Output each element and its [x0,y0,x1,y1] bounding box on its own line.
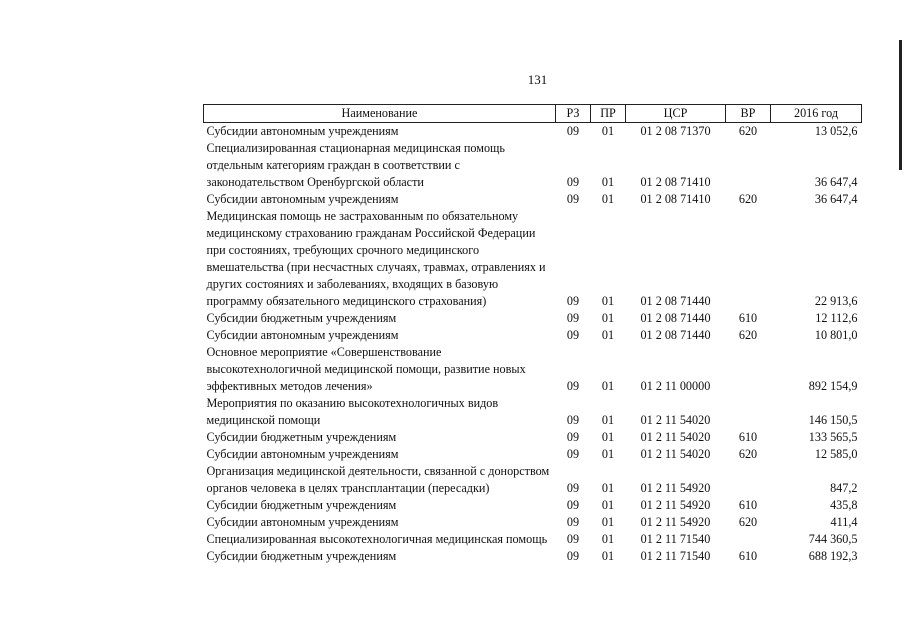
cell-rz: 09 [566,515,580,529]
cell-rz: 09 [566,413,580,427]
cell-sum: 435,8 [830,498,858,512]
cell-sum: 12 585,0 [814,447,858,461]
table-row [204,514,862,531]
cell-sum: 12 112,6 [815,311,858,325]
cell-rz: 09 [566,379,580,393]
table-row [204,344,862,395]
cell-rz: 09 [566,549,580,563]
cell-sum: 36 647,4 [814,175,858,189]
cell-rz: 09 [566,532,580,546]
cell-pr: 01 [601,124,615,138]
table-row [204,395,862,429]
header-pr: ПР [591,105,626,123]
table-row [204,463,862,497]
table-body [204,123,862,566]
cell-pr: 01 [601,294,615,308]
cell-vr: 610 [738,498,758,512]
table-row [204,429,862,446]
cell-rz: 09 [566,294,580,308]
cell-pr: 01 [601,175,615,189]
cell-csr: 01 2 11 54920 [640,498,711,512]
header-vr: ВР [726,105,771,123]
header-rz: РЗ [556,105,591,123]
page-number: 131 [527,72,548,87]
cell-rz: 09 [566,328,580,342]
cell-vr: 610 [738,549,758,563]
cell-vr: 610 [738,430,758,444]
cell-csr: 01 2 11 54020 [640,447,711,461]
cell-pr: 01 [601,549,615,563]
cell-sum: 688 192,3 [808,549,858,563]
cell-csr: 01 2 11 54020 [640,430,711,444]
cell-rz: 09 [566,192,580,206]
cell-csr: 01 2 08 71440 [640,328,711,342]
cell-vr [726,531,771,548]
cell-pr: 01 [601,481,615,495]
table-row [204,140,862,191]
cell-sum: 22 913,6 [814,294,858,308]
cell-pr: 01 [601,379,615,393]
cell-csr: 01 2 08 71440 [640,311,711,325]
table-row [204,497,862,514]
cell-vr: 610 [738,311,758,325]
cell-csr: 01 2 08 71410 [640,175,711,189]
cell-sum: 146 150,5 [808,413,858,427]
cell-name: Субсидии бюджетным учреждениям [206,430,397,444]
cell-name: Специализированная стационарная медицинская помощь отдельным категориям граждан в соответствии с законодательством Оренбургской области [206,141,505,189]
cell-csr: 01 2 11 54920 [640,481,711,495]
table-row [204,327,862,344]
cell-sum: 10 801,0 [814,328,858,342]
table-row [204,531,862,548]
cell-csr: 01 2 11 00000 [640,379,711,393]
cell-name: Субсидии бюджетным учреждениям [206,498,397,512]
cell-name: Субсидии автономным учреждениям [206,124,399,138]
cell-name: Мероприятия по оказанию высокотехнологичных видов медицинской помощи [206,396,499,427]
header-sum: 2016 год [771,105,862,123]
cell-sum: 892 154,9 [808,379,858,393]
header-name: Наименование [204,105,556,123]
cell-sum: 36 647,4 [814,192,858,206]
cell-csr: 01 2 11 54020 [640,413,711,427]
cell-csr: 01 2 11 71540 [640,549,711,563]
cell-pr: 01 [601,430,615,444]
cell-sum: 744 360,5 [808,532,858,546]
table-row [204,446,862,463]
cell-name: Организация медицинской деятельности, связанной с донорством органов человека в целях трансплантации (пересадки) [206,464,550,495]
budget-table [203,104,862,565]
cell-csr: 01 2 08 71370 [640,124,711,138]
table-row [204,123,862,141]
cell-rz: 09 [566,311,580,325]
cell-sum: 133 565,5 [808,430,858,444]
cell-pr: 01 [601,532,615,546]
cell-vr: 620 [738,447,758,461]
cell-rz: 09 [566,175,580,189]
cell-sum: 847,2 [830,481,858,495]
cell-rz: 09 [566,481,580,495]
cell-pr: 01 [601,498,615,512]
cell-vr: 620 [738,192,758,206]
cell-csr: 01 2 08 71440 [640,294,711,308]
table-header [204,105,862,123]
cell-name: Субсидии автономным учреждениям [206,515,399,529]
cell-name: Специализированная высокотехнологичная медицинская помощь [206,532,548,546]
cell-pr: 01 [601,311,615,325]
cell-rz: 09 [566,124,580,138]
table-row [204,310,862,327]
cell-pr: 01 [601,413,615,427]
table-row [204,208,862,310]
cell-csr: 01 2 11 71540 [640,532,711,546]
cell-name: Субсидии бюджетным учреждениям [206,311,397,325]
cell-rz: 09 [566,498,580,512]
cell-vr [726,395,771,429]
cell-vr [726,344,771,395]
cell-pr: 01 [601,328,615,342]
cell-csr: 01 2 11 54920 [640,515,711,529]
scan-edge-mark [899,40,902,170]
cell-name: Субсидии бюджетным учреждениям [206,549,397,563]
cell-vr: 620 [738,515,758,529]
cell-rz: 09 [566,430,580,444]
cell-pr: 01 [601,515,615,529]
cell-name: Медицинская помощь не застрахованным по обязательному медицинскому страхованию гражданам Российской Федерации при состояниях, требующих срочного медицинского вмешательства (при несчастных случаях, травмах, отравлениях и других состояниях и заболеваниях, входящих в базовую программу обязательного медицинского страхования) [206,209,546,308]
table-row [204,548,862,565]
cell-vr [726,208,771,310]
table-row [204,191,862,208]
cell-name: Субсидии автономным учреждениям [206,447,399,461]
cell-vr [726,140,771,191]
cell-sum: 13 052,6 [814,124,858,138]
header-csr: ЦСР [626,105,726,123]
cell-vr: 620 [738,124,758,138]
cell-vr: 620 [738,328,758,342]
cell-name: Субсидии автономным учреждениям [206,192,399,206]
cell-pr: 01 [601,447,615,461]
cell-rz: 09 [566,447,580,461]
cell-sum: 411,4 [830,515,858,529]
cell-csr: 01 2 08 71410 [640,192,711,206]
cell-pr: 01 [601,192,615,206]
cell-name: Основное мероприятие «Совершенствование высокотехнологичной медицинской помощи, развитие новых эффективных методов лечения» [206,345,526,393]
cell-vr [726,463,771,497]
cell-name: Субсидии автономным учреждениям [206,328,399,342]
